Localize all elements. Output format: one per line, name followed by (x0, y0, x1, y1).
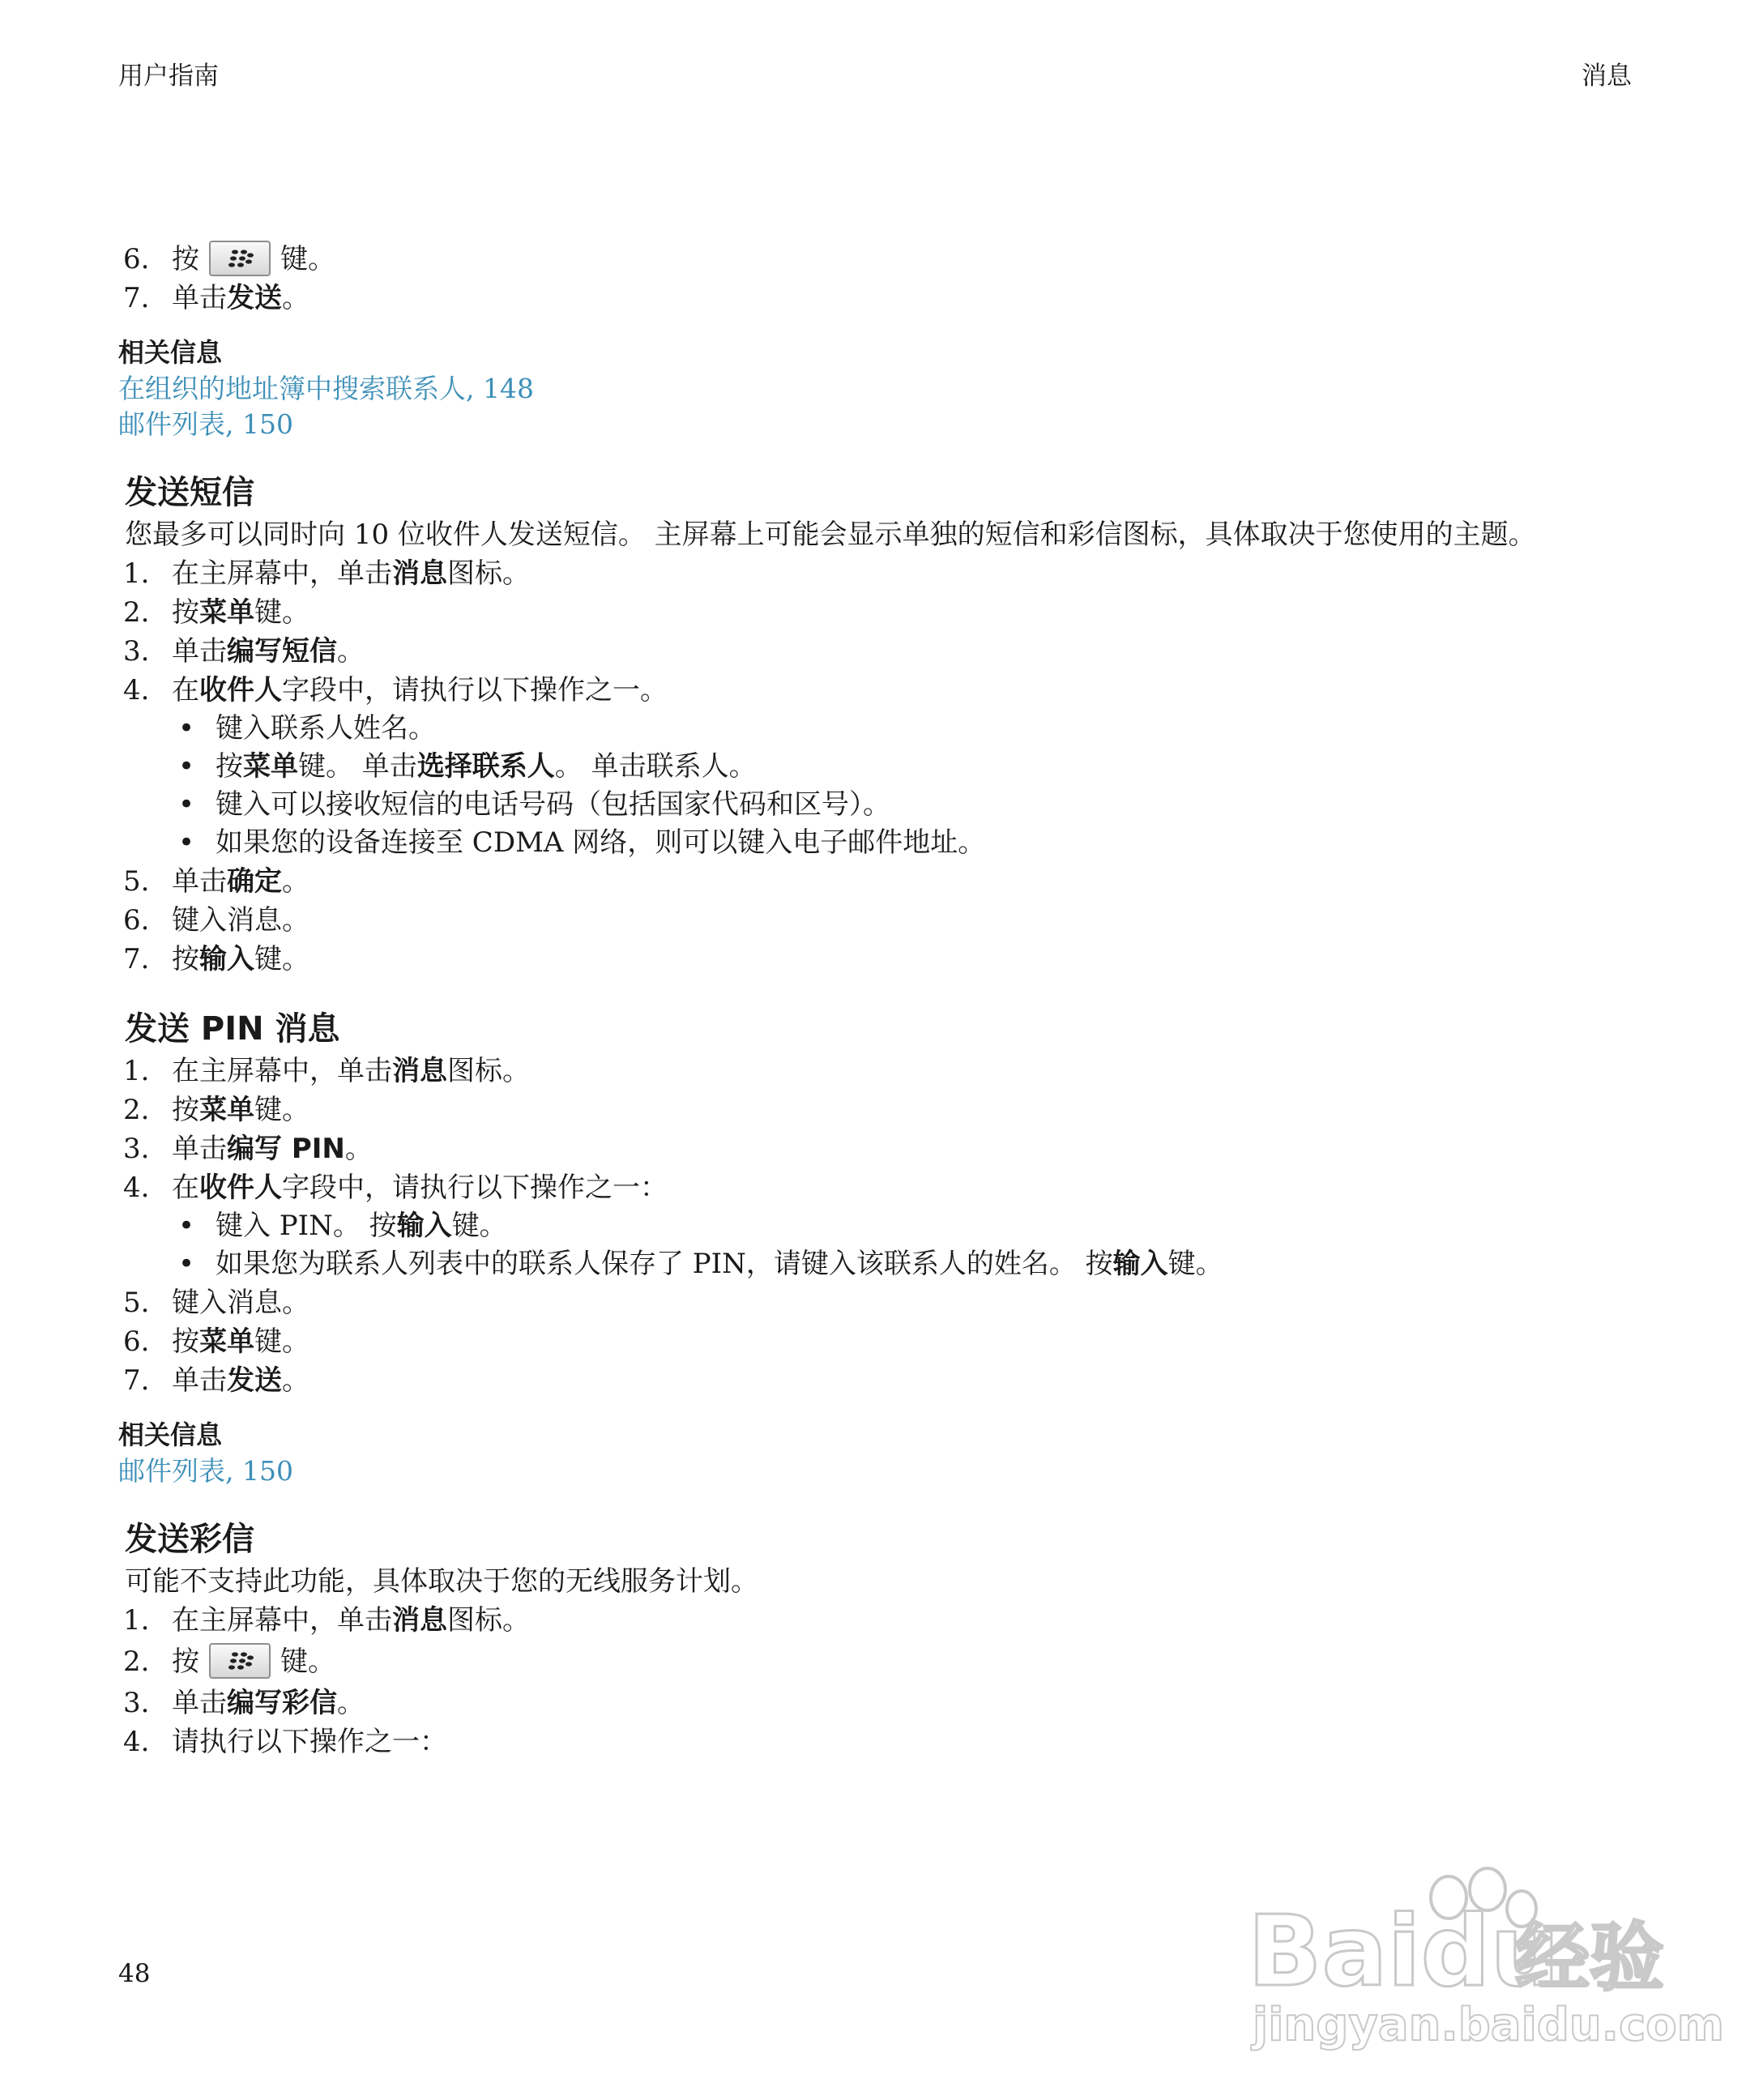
sms-step: 6. 键入消息。 (123, 904, 309, 937)
link-mailing-list[interactable]: 邮件列表, 150 (118, 408, 293, 440)
page-number: 48 (118, 1959, 151, 1988)
sms-step: 4. 在收件人字段中，请执行以下操作之一。 (123, 674, 668, 706)
pin-step: 5. 键入消息。 (123, 1287, 309, 1319)
heading-send-pin: 发送 PIN 消息 (125, 1010, 340, 1048)
header-section-title: 消息 (1581, 62, 1632, 91)
sms-intro: 您最多可以同时向 10 位收件人发送短信。 主屏幕上可能会显示单独的短信和彩信图标，具体取决于您使用的主题。 (125, 519, 1536, 551)
heading-send-sms: 发送短信 (125, 474, 254, 511)
mms-step: 2. 按 键。 (118, 1640, 1658, 1684)
mms-step: 4. 请执行以下操作之一： (123, 1726, 447, 1758)
pin-step: 1. 在主屏幕中，单击消息图标。 (123, 1055, 530, 1087)
sms-bullet: • 按菜单键。 单击选择联系人。 单击联系人。 (178, 750, 757, 783)
link-mailing-list[interactable]: 邮件列表, 150 (118, 1455, 293, 1487)
mms-step: 1. 在主屏幕中，单击消息图标。 (123, 1604, 530, 1637)
blackberry-menu-key-icon (209, 1643, 271, 1679)
sms-step: 5. 单击确定。 (123, 865, 309, 898)
related-info-title: 相关信息 (118, 1419, 223, 1450)
related-info-title: 相关信息 (118, 337, 223, 368)
sms-bullet: • 如果您的设备连接至 CDMA 网络，则可以键入电子邮件地址。 (178, 826, 986, 859)
blackberry-menu-key-icon (209, 241, 271, 276)
pin-step: 2. 按菜单键。 (123, 1094, 309, 1126)
header-guide-title: 用户指南 (118, 62, 219, 91)
mms-step: 3. 单击编写彩信。 (123, 1687, 365, 1719)
step-top-7: 7. 单击发送。 (123, 282, 309, 314)
sms-step: 2. 按菜单键。 (123, 596, 309, 629)
sms-bullet: • 键入可以接收短信的电话号码（包括国家代码和区号）。 (178, 788, 890, 821)
step-top-6: 6. 按 键。 (118, 240, 1658, 279)
watermark-url: jingyan.baidu.com (1253, 1999, 1725, 2051)
pin-bullet: • 如果您为联系人列表中的联系人保存了 PIN，请键入该联系人的姓名。 按输入键。 (178, 1248, 1223, 1280)
document-body (118, 240, 1658, 1761)
pin-bullet: • 键入 PIN。 按输入键。 (178, 1210, 507, 1242)
watermark-brand: Baidu (1248, 1896, 1560, 2008)
heading-send-mms: 发送彩信 (125, 1521, 254, 1558)
watermark-brand-cn: 经验 (1515, 1914, 1665, 2001)
link-search-org-address-book[interactable]: 在组织的地址簿中搜索联系人, 148 (118, 373, 534, 404)
baidu-jingyan-watermark (1248, 1839, 1725, 2051)
sms-step: 1. 在主屏幕中，单击消息图标。 (123, 557, 530, 590)
pin-step: 6. 按菜单键。 (123, 1325, 309, 1358)
sms-bullet: • 键入联系人姓名。 (178, 712, 436, 745)
mms-intro: 可能不支持此功能，具体取决于您的无线服务计划。 (125, 1565, 758, 1598)
pin-step: 4. 在收件人字段中，请执行以下操作之一： (123, 1172, 668, 1204)
pin-step: 7. 单击发送。 (123, 1364, 309, 1397)
pin-step: 3. 单击编写 PIN。 (123, 1133, 373, 1165)
sms-step: 7. 按输入键。 (123, 943, 309, 975)
sms-step: 3. 单击编写短信。 (123, 635, 365, 668)
